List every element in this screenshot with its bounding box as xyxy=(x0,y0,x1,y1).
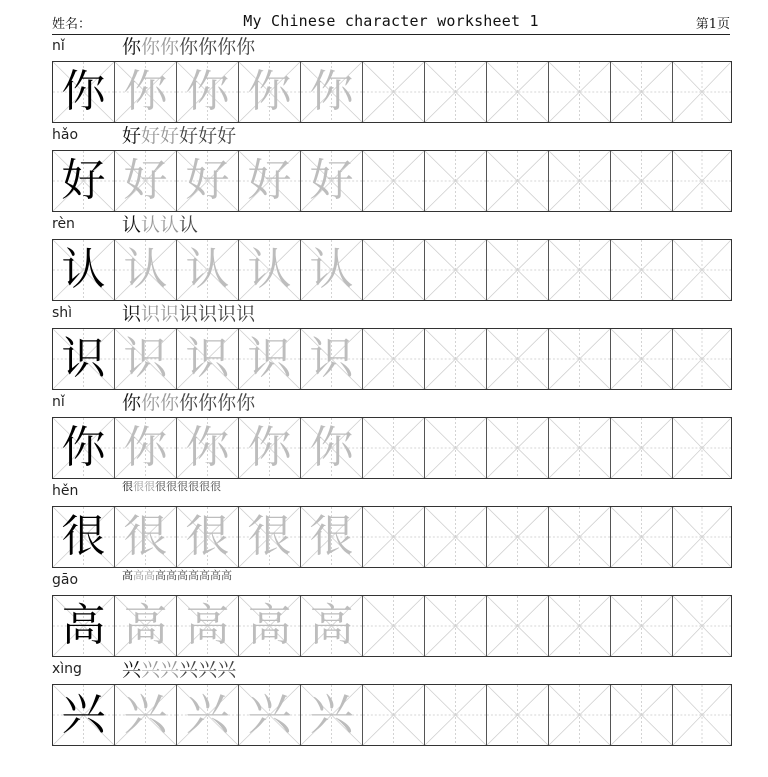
blank-practice-cell xyxy=(673,62,731,122)
trace-cell xyxy=(177,507,239,567)
stroke-step: 高 xyxy=(199,569,210,582)
stroke-step: 很 xyxy=(155,480,166,493)
stroke-step: 你 xyxy=(141,36,161,58)
stroke-step: 高 xyxy=(144,569,155,582)
blank-practice-cell xyxy=(425,151,487,211)
trace-cell xyxy=(115,418,177,478)
blank-practice-cell xyxy=(363,685,425,745)
trace-character: 很 xyxy=(247,511,292,562)
tian-grid xyxy=(52,328,732,390)
trace-character: 认 xyxy=(309,244,354,295)
stroke-order-sequence xyxy=(122,568,242,592)
stroke-step: 高 xyxy=(188,569,199,582)
blank-practice-cell xyxy=(487,62,549,122)
blank-practice-cell xyxy=(425,685,487,745)
blank-practice-cell xyxy=(549,418,611,478)
trace-cell xyxy=(239,240,301,300)
stroke-order-sequence xyxy=(122,392,255,416)
trace-cell xyxy=(301,151,363,211)
pinyin-label: shì xyxy=(52,305,73,321)
blank-practice-cell xyxy=(673,418,731,478)
stroke-step: 高 xyxy=(177,569,188,582)
stroke-step: 你 xyxy=(160,36,180,58)
trace-character: 兴 xyxy=(247,689,292,740)
worksheet-header xyxy=(52,12,730,35)
model-character: 很 xyxy=(61,511,106,562)
pinyin-label: nǐ xyxy=(52,394,65,410)
blank-practice-cell xyxy=(611,418,673,478)
trace-character: 高 xyxy=(123,600,168,651)
blank-practice-cell xyxy=(363,62,425,122)
stroke-step: 兴 xyxy=(217,659,237,681)
blank-practice-cell xyxy=(487,240,549,300)
trace-cell xyxy=(239,329,301,389)
stroke-order-sequence xyxy=(122,214,198,238)
stroke-step: 很 xyxy=(188,480,199,493)
stroke-step: 识 xyxy=(160,303,180,325)
stroke-step: 识 xyxy=(141,303,161,325)
trace-character: 好 xyxy=(185,155,230,206)
trace-character: 识 xyxy=(247,333,292,384)
stroke-step: 你 xyxy=(217,392,237,414)
model-cell xyxy=(53,596,115,656)
stroke-step: 很 xyxy=(199,480,210,493)
trace-character: 认 xyxy=(185,244,230,295)
trace-cell xyxy=(301,240,363,300)
blank-practice-cell xyxy=(487,685,549,745)
blank-practice-cell xyxy=(425,596,487,656)
trace-character: 很 xyxy=(123,511,168,562)
trace-character: 识 xyxy=(309,333,354,384)
trace-cell xyxy=(239,62,301,122)
blank-practice-cell xyxy=(425,507,487,567)
stroke-step: 很 xyxy=(166,480,177,493)
trace-cell xyxy=(239,685,301,745)
stroke-step: 高 xyxy=(122,569,133,582)
blank-practice-cell xyxy=(673,329,731,389)
stroke-step: 很 xyxy=(133,480,144,493)
stroke-step: 高 xyxy=(210,569,221,582)
stroke-step: 很 xyxy=(122,480,133,493)
model-character: 兴 xyxy=(61,689,106,740)
page-number: 第1页 xyxy=(695,17,730,32)
trace-cell xyxy=(239,418,301,478)
blank-practice-cell xyxy=(363,240,425,300)
tian-grid xyxy=(52,595,732,657)
blank-practice-cell xyxy=(487,329,549,389)
trace-cell xyxy=(301,596,363,656)
trace-cell xyxy=(177,418,239,478)
trace-cell xyxy=(239,596,301,656)
trace-character: 好 xyxy=(123,155,168,206)
stroke-order-sequence xyxy=(122,36,255,60)
blank-practice-cell xyxy=(673,151,731,211)
trace-cell xyxy=(115,329,177,389)
blank-practice-cell xyxy=(549,62,611,122)
trace-cell xyxy=(115,507,177,567)
stroke-step: 识 xyxy=(179,303,199,325)
blank-practice-cell xyxy=(363,329,425,389)
blank-practice-cell xyxy=(425,62,487,122)
stroke-step: 高 xyxy=(133,569,144,582)
blank-practice-cell xyxy=(611,240,673,300)
trace-cell xyxy=(177,151,239,211)
stroke-order-sequence xyxy=(122,303,255,327)
stroke-step: 兴 xyxy=(198,659,218,681)
worksheet-title: My Chinese character worksheet 1 xyxy=(243,12,539,30)
stroke-step: 高 xyxy=(166,569,177,582)
pinyin-label: xìng xyxy=(52,661,82,677)
stroke-step: 好 xyxy=(198,125,218,147)
stroke-step: 你 xyxy=(217,36,237,58)
trace-character: 高 xyxy=(185,600,230,651)
trace-character: 你 xyxy=(123,422,168,473)
blank-practice-cell xyxy=(611,329,673,389)
stroke-step: 好 xyxy=(217,125,237,147)
model-cell xyxy=(53,418,115,478)
trace-character: 很 xyxy=(185,511,230,562)
trace-character: 你 xyxy=(247,422,292,473)
trace-character: 认 xyxy=(247,244,292,295)
model-character: 高 xyxy=(61,600,106,651)
model-character: 你 xyxy=(61,422,106,473)
model-character: 你 xyxy=(61,66,106,117)
stroke-order-sequence xyxy=(122,125,236,149)
trace-character: 高 xyxy=(309,600,354,651)
stroke-step: 兴 xyxy=(141,659,161,681)
blank-practice-cell xyxy=(673,685,731,745)
blank-practice-cell xyxy=(673,240,731,300)
blank-practice-cell xyxy=(549,685,611,745)
tian-grid xyxy=(52,239,732,301)
stroke-step: 你 xyxy=(198,36,218,58)
trace-cell xyxy=(301,62,363,122)
trace-cell xyxy=(177,685,239,745)
pinyin-label: rèn xyxy=(52,216,75,232)
stroke-step: 你 xyxy=(179,392,199,414)
blank-practice-cell xyxy=(611,62,673,122)
model-character: 好 xyxy=(61,155,106,206)
blank-practice-cell xyxy=(549,329,611,389)
pinyin-label: nǐ xyxy=(52,38,65,54)
trace-cell xyxy=(177,329,239,389)
tian-grid xyxy=(52,684,732,746)
trace-character: 你 xyxy=(185,422,230,473)
trace-character: 兴 xyxy=(185,689,230,740)
stroke-step: 兴 xyxy=(122,659,142,681)
trace-cell xyxy=(115,685,177,745)
blank-practice-cell xyxy=(487,151,549,211)
stroke-step: 好 xyxy=(122,125,142,147)
model-cell xyxy=(53,151,115,211)
stroke-step: 你 xyxy=(236,36,256,58)
trace-character: 兴 xyxy=(309,689,354,740)
blank-practice-cell xyxy=(611,685,673,745)
blank-practice-cell xyxy=(611,596,673,656)
pinyin-label: hěn xyxy=(52,483,79,499)
trace-cell xyxy=(177,240,239,300)
stroke-step: 认 xyxy=(141,214,161,236)
stroke-step: 你 xyxy=(198,392,218,414)
trace-cell xyxy=(115,240,177,300)
trace-character: 你 xyxy=(247,66,292,117)
blank-practice-cell xyxy=(363,418,425,478)
blank-practice-cell xyxy=(611,151,673,211)
trace-cell xyxy=(115,62,177,122)
stroke-step: 很 xyxy=(144,480,155,493)
trace-cell xyxy=(301,685,363,745)
trace-cell xyxy=(115,151,177,211)
trace-character: 好 xyxy=(247,155,292,206)
stroke-step: 兴 xyxy=(160,659,180,681)
stroke-step: 很 xyxy=(210,480,221,493)
stroke-step: 认 xyxy=(122,214,142,236)
stroke-step: 识 xyxy=(217,303,237,325)
trace-cell xyxy=(177,62,239,122)
stroke-order-sequence xyxy=(122,479,242,503)
trace-character: 高 xyxy=(247,600,292,651)
trace-character: 你 xyxy=(309,66,354,117)
trace-character: 识 xyxy=(123,333,168,384)
blank-practice-cell xyxy=(487,596,549,656)
trace-cell xyxy=(239,151,301,211)
trace-cell xyxy=(301,418,363,478)
blank-practice-cell xyxy=(425,240,487,300)
trace-cell xyxy=(239,507,301,567)
trace-character: 很 xyxy=(309,511,354,562)
tian-grid xyxy=(52,506,732,568)
stroke-step: 识 xyxy=(122,303,142,325)
trace-character: 认 xyxy=(123,244,168,295)
stroke-step: 识 xyxy=(198,303,218,325)
trace-cell xyxy=(177,596,239,656)
stroke-step: 认 xyxy=(160,214,180,236)
model-cell xyxy=(53,685,115,745)
blank-practice-cell xyxy=(673,507,731,567)
stroke-step: 你 xyxy=(160,392,180,414)
stroke-step: 兴 xyxy=(179,659,199,681)
trace-cell xyxy=(115,596,177,656)
stroke-step: 你 xyxy=(236,392,256,414)
blank-practice-cell xyxy=(549,240,611,300)
blank-practice-cell xyxy=(363,596,425,656)
stroke-step: 你 xyxy=(122,392,142,414)
blank-practice-cell xyxy=(363,507,425,567)
stroke-step: 认 xyxy=(179,214,199,236)
blank-practice-cell xyxy=(425,418,487,478)
blank-practice-cell xyxy=(673,596,731,656)
model-cell xyxy=(53,240,115,300)
blank-practice-cell xyxy=(487,507,549,567)
tian-grid xyxy=(52,61,732,123)
stroke-step: 好 xyxy=(160,125,180,147)
blank-practice-cell xyxy=(549,151,611,211)
blank-practice-cell xyxy=(487,418,549,478)
trace-character: 识 xyxy=(185,333,230,384)
stroke-order-sequence xyxy=(122,659,236,683)
stroke-step: 高 xyxy=(221,569,232,582)
stroke-step: 好 xyxy=(141,125,161,147)
trace-character: 你 xyxy=(309,422,354,473)
blank-practice-cell xyxy=(363,151,425,211)
stroke-step: 很 xyxy=(177,480,188,493)
stroke-step: 你 xyxy=(122,36,142,58)
stroke-step: 你 xyxy=(141,392,161,414)
model-character: 识 xyxy=(61,333,106,384)
pinyin-label: gāo xyxy=(52,572,79,588)
tian-grid xyxy=(52,150,732,212)
tian-grid xyxy=(52,417,732,479)
model-cell xyxy=(53,507,115,567)
pinyin-label: hǎo xyxy=(52,127,79,143)
trace-character: 你 xyxy=(123,66,168,117)
blank-practice-cell xyxy=(549,507,611,567)
model-cell xyxy=(53,329,115,389)
trace-cell xyxy=(301,507,363,567)
trace-character: 你 xyxy=(185,66,230,117)
model-character: 认 xyxy=(61,244,106,295)
trace-cell xyxy=(301,329,363,389)
stroke-step: 好 xyxy=(179,125,199,147)
blank-practice-cell xyxy=(549,596,611,656)
student-name-label: 姓名： xyxy=(52,17,92,32)
trace-character: 好 xyxy=(309,155,354,206)
blank-practice-cell xyxy=(425,329,487,389)
stroke-step: 你 xyxy=(179,36,199,58)
model-cell xyxy=(53,62,115,122)
trace-character: 兴 xyxy=(123,689,168,740)
stroke-step: 识 xyxy=(236,303,256,325)
stroke-step: 高 xyxy=(155,569,166,582)
blank-practice-cell xyxy=(611,507,673,567)
